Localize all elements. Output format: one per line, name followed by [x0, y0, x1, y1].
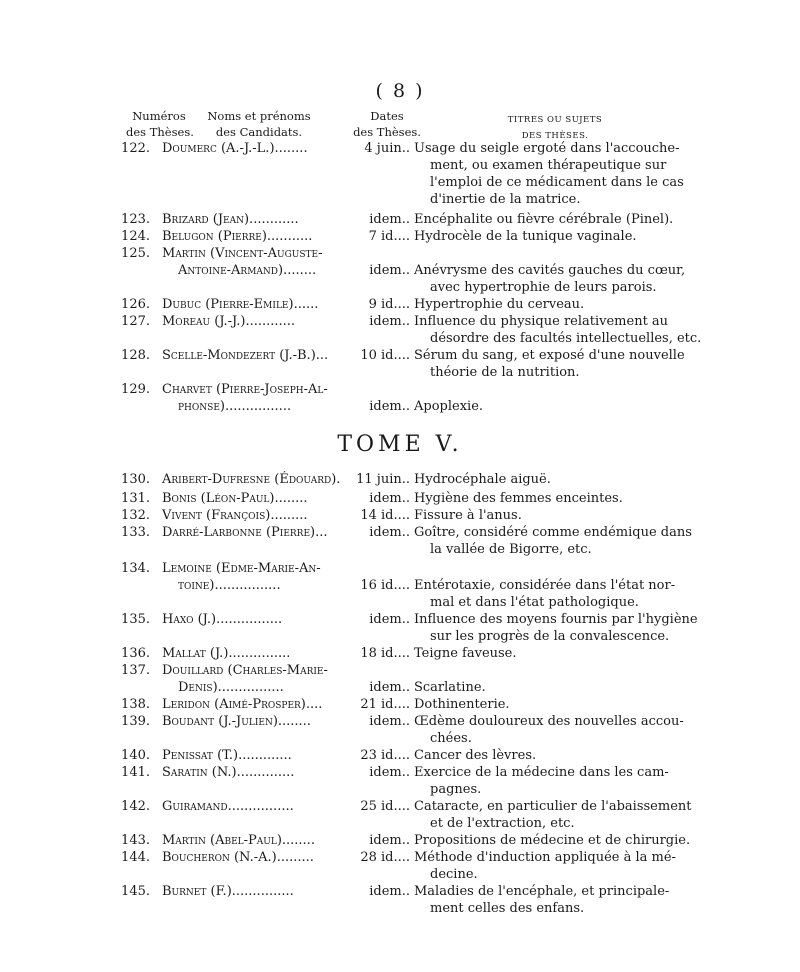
candidate-name: Doumerc (A.-J.-L.)........ — [162, 141, 308, 156]
thesis-date: idem.. — [369, 212, 410, 227]
thesis-number: 130. — [121, 472, 150, 487]
header-noms-line: des Candidats. — [215, 125, 303, 139]
entry-line — [0, 364, 800, 381]
thesis-title: Hypertrophie du cerveau. — [414, 297, 585, 312]
entry-line — [0, 594, 800, 611]
thesis-entry — [0, 313, 800, 347]
header-noms — [204, 108, 314, 140]
thesis-entry — [0, 747, 800, 764]
thesis-title: Propositions de médecine et de chirurgie. — [414, 833, 691, 848]
entry-line — [0, 849, 800, 866]
thesis-title: mal et dans l'état pathologique. — [430, 595, 639, 610]
thesis-title: l'emploi de ce médicament dans le cas — [430, 175, 684, 190]
candidate-name: Denis)................ — [178, 680, 284, 695]
thesis-date: 23 id.... — [360, 748, 410, 763]
thesis-entry — [0, 798, 800, 832]
thesis-entry — [0, 645, 800, 662]
thesis-title: et de l'extraction, etc. — [430, 816, 575, 831]
thesis-number: 140. — [121, 748, 150, 763]
thesis-number: 131. — [121, 491, 150, 506]
entry-line — [0, 662, 800, 679]
entry-line — [0, 696, 800, 713]
candidate-name: Burnet (F.)............... — [162, 884, 294, 899]
thesis-title: Hydrocèle de la tunique vaginale. — [414, 229, 637, 244]
thesis-date: idem.. — [369, 314, 410, 329]
thesis-date: idem.. — [369, 765, 410, 780]
entry-line — [0, 730, 800, 747]
candidate-name: Saratin (N.).............. — [162, 765, 295, 780]
entry-line — [0, 347, 800, 364]
candidate-name: phonse)................ — [178, 399, 292, 414]
thesis-title: Exercice de la médecine dans les cam- — [414, 765, 669, 780]
thesis-number: 129. — [121, 382, 150, 397]
thesis-title: la vallée de Bigorre, etc. — [430, 542, 592, 557]
candidate-name: Bonis (Léon-Paul)........ — [162, 491, 308, 506]
entry-line — [0, 628, 800, 645]
thesis-entry — [0, 211, 800, 228]
thesis-number: 135. — [121, 612, 150, 627]
candidate-name: Boucheron (N.-A.)......... — [162, 850, 314, 865]
entry-line — [0, 611, 800, 628]
entry-line — [0, 211, 800, 228]
thesis-number: 134. — [121, 561, 150, 576]
thesis-date: 4 juin.. — [364, 141, 410, 156]
entry-line — [0, 245, 800, 262]
thesis-title: ment, ou examen thérapeutique sur — [430, 158, 667, 173]
header-numeros-line: des Thèses. — [126, 125, 194, 139]
entry-line — [0, 398, 800, 415]
thesis-title: Teigne faveuse. — [414, 646, 517, 661]
thesis-title: sur les progrès de la convalescence. — [430, 629, 670, 644]
thesis-title: Influence des moyens fournis par l'hygiène — [414, 612, 698, 627]
thesis-date: idem.. — [369, 612, 410, 627]
thesis-date: 28 id.... — [360, 850, 410, 865]
thesis-date: 18 id.... — [360, 646, 410, 661]
thesis-title: Cancer des lèvres. — [414, 748, 537, 763]
thesis-title: decine. — [430, 867, 478, 882]
thesis-title: ment celles des enfans. — [430, 901, 585, 916]
candidate-name: Moreau (J.-J.)............ — [162, 314, 296, 329]
candidate-name: Charvet (Pierre-Joseph-Al- — [162, 382, 328, 397]
thesis-title: chées. — [430, 731, 472, 746]
thesis-date: idem.. — [369, 525, 410, 540]
thesis-title: Scarlatine. — [414, 680, 486, 695]
entry-line — [0, 883, 800, 900]
thesis-entry — [0, 347, 800, 381]
thesis-entry — [0, 471, 800, 488]
entry-line — [0, 815, 800, 832]
thesis-number: 136. — [121, 646, 150, 661]
thesis-entry — [0, 228, 800, 245]
thesis-number: 142. — [121, 799, 150, 814]
entry-line — [0, 832, 800, 849]
header-dates-line: des Thèses. — [353, 125, 421, 139]
entry-line — [0, 471, 800, 488]
tome-heading: TOME V. — [337, 432, 463, 457]
thesis-entry — [0, 764, 800, 798]
thesis-entry — [0, 490, 800, 507]
thesis-title: Hydrocéphale aiguë. — [414, 472, 551, 487]
thesis-number: 138. — [121, 697, 150, 712]
thesis-title: Dothinenterie. — [414, 697, 510, 712]
candidate-name: Aribert-Dufresne (Édouard). — [162, 472, 341, 487]
thesis-entry — [0, 507, 800, 524]
header-dates-line: Dates — [370, 109, 404, 123]
entry-line — [0, 798, 800, 815]
thesis-number: 139. — [121, 714, 150, 729]
thesis-number: 132. — [121, 508, 150, 523]
page-number: ( 8 ) — [375, 80, 425, 102]
thesis-title: théorie de la nutrition. — [430, 365, 580, 380]
thesis-number: 122. — [121, 141, 150, 156]
thesis-date: 9 id.... — [368, 297, 410, 312]
candidate-name: Vivent (François)......... — [162, 508, 308, 523]
candidate-name: toine)................ — [178, 578, 281, 593]
entry-line — [0, 866, 800, 883]
candidate-name: Dubuc (Pierre-Emile)...... — [162, 297, 319, 312]
thesis-number: 145. — [121, 884, 150, 899]
thesis-entry — [0, 849, 800, 883]
entry-line — [0, 679, 800, 696]
thesis-date: idem.. — [369, 884, 410, 899]
thesis-number: 127. — [121, 314, 150, 329]
thesis-title: désordre des facultés intellectuelles, etc. — [430, 331, 702, 346]
header-titres-line: TITRES OU SUJETS — [507, 115, 603, 125]
thesis-date: idem.. — [369, 399, 410, 414]
thesis-number: 123. — [121, 212, 150, 227]
thesis-date: idem.. — [369, 263, 410, 278]
thesis-entry — [0, 140, 800, 208]
entry-line — [0, 645, 800, 662]
thesis-entry — [0, 560, 800, 611]
candidate-name: Antoine-Armand)........ — [178, 263, 317, 278]
thesis-title: Entérotaxie, considérée dans l'état nor- — [414, 578, 676, 593]
thesis-title: Fissure à l'anus. — [414, 508, 522, 523]
thesis-entry — [0, 713, 800, 747]
entry-line — [0, 490, 800, 507]
thesis-date: 14 id.... — [360, 508, 410, 523]
entry-line — [0, 507, 800, 524]
thesis-entry — [0, 524, 800, 558]
thesis-entry — [0, 696, 800, 713]
candidate-name: Martin (Vincent-Auguste- — [162, 246, 323, 261]
thesis-title: Anévrysme des cavités gauches du cœur, — [414, 263, 686, 278]
thesis-number: 126. — [121, 297, 150, 312]
thesis-date: 21 id.... — [360, 697, 410, 712]
thesis-title: Sérum du sang, et exposé d'une nouvelle — [414, 348, 685, 363]
entry-line — [0, 560, 800, 577]
entry-line — [0, 191, 800, 208]
thesis-date: 25 id.... — [360, 799, 410, 814]
thesis-entry — [0, 832, 800, 849]
thesis-number: 141. — [121, 765, 150, 780]
entry-line — [0, 262, 800, 279]
thesis-date: idem.. — [369, 491, 410, 506]
thesis-title: Apoplexie. — [414, 399, 484, 414]
entry-line — [0, 524, 800, 541]
thesis-number: 125. — [121, 246, 150, 261]
candidate-name: Darré-Larbonne (Pierre)... — [162, 525, 328, 540]
thesis-entry — [0, 662, 800, 696]
candidate-name: Douillard (Charles-Marie- — [162, 663, 328, 678]
header-numeros — [126, 108, 192, 140]
entry-line — [0, 381, 800, 398]
thesis-number: 144. — [121, 850, 150, 865]
thesis-entry — [0, 883, 800, 917]
candidate-name: Boudant (J.-Julien)........ — [162, 714, 311, 729]
thesis-date: 16 id.... — [360, 578, 410, 593]
thesis-title: Maladies de l'encéphale, et principale- — [414, 884, 670, 899]
thesis-title: Goître, considéré comme endémique dans — [414, 525, 692, 540]
thesis-title: Œdème douloureux des nouvelles accou- — [414, 714, 684, 729]
candidate-name: Leridon (Aimé-Prosper).... — [162, 697, 323, 712]
thesis-title: Hygiène des femmes enceintes. — [414, 491, 623, 506]
entry-line — [0, 140, 800, 157]
thesis-number: 133. — [121, 525, 150, 540]
thesis-title: Usage du seigle ergoté dans l'accouche- — [414, 141, 680, 156]
entry-line — [0, 174, 800, 191]
thesis-title: Encéphalite ou fièvre cérébrale (Pinel). — [414, 212, 674, 227]
thesis-number: 143. — [121, 833, 150, 848]
thesis-number: 128. — [121, 348, 150, 363]
candidate-name: Mallat (J.)............... — [162, 646, 291, 661]
candidate-name: Brizard (Jean)............ — [162, 212, 299, 227]
thesis-title: pagnes. — [430, 782, 482, 797]
entry-line — [0, 228, 800, 245]
thesis-date: idem.. — [369, 714, 410, 729]
thesis-entry — [0, 611, 800, 645]
thesis-title: Cataracte, en particulier de l'abaissement — [414, 799, 692, 814]
candidate-name: Penissat (T.)............. — [162, 748, 292, 763]
entry-line — [0, 577, 800, 594]
entry-line — [0, 713, 800, 730]
candidate-name: Martin (Abel-Paul)........ — [162, 833, 315, 848]
candidate-name: Haxo (J.)................ — [162, 612, 283, 627]
entry-line — [0, 296, 800, 313]
entry-line — [0, 900, 800, 917]
thesis-number: 137. — [121, 663, 150, 678]
entry-line — [0, 157, 800, 174]
thesis-date: idem.. — [369, 680, 410, 695]
candidate-name: Scelle-Mondezert (J.-B.)... — [162, 348, 329, 363]
header-dates — [352, 108, 422, 140]
header-noms-line: Noms et prénoms — [207, 109, 311, 123]
thesis-title: Méthode d'induction appliquée à la mé- — [414, 850, 676, 865]
header-numeros-line: Numéros — [132, 109, 186, 123]
thesis-title: d'inertie de la matrice. — [430, 192, 581, 207]
thesis-date: 7 id.... — [368, 229, 410, 244]
header-titres-line: DES THÈSES. — [521, 131, 589, 141]
entry-line — [0, 781, 800, 798]
entry-line — [0, 747, 800, 764]
entry-line — [0, 330, 800, 347]
entry-line — [0, 313, 800, 330]
thesis-entry — [0, 381, 800, 415]
thesis-entry — [0, 296, 800, 313]
thesis-number: 124. — [121, 229, 150, 244]
candidate-name: Lemoine (Edme-Marie-An- — [162, 561, 321, 576]
thesis-date: idem.. — [369, 833, 410, 848]
thesis-title: avec hypertrophie de leurs parois. — [430, 280, 657, 295]
thesis-date: 11 juin.. — [356, 472, 410, 487]
entry-line — [0, 764, 800, 781]
candidate-name: Guiramand................ — [162, 799, 294, 814]
thesis-date: 10 id.... — [360, 348, 410, 363]
entry-line — [0, 541, 800, 558]
thesis-title: Influence du physique relativement au — [414, 314, 669, 329]
entry-line — [0, 279, 800, 296]
thesis-entry — [0, 245, 800, 296]
candidate-name: Belugon (Pierre)........... — [162, 229, 313, 244]
